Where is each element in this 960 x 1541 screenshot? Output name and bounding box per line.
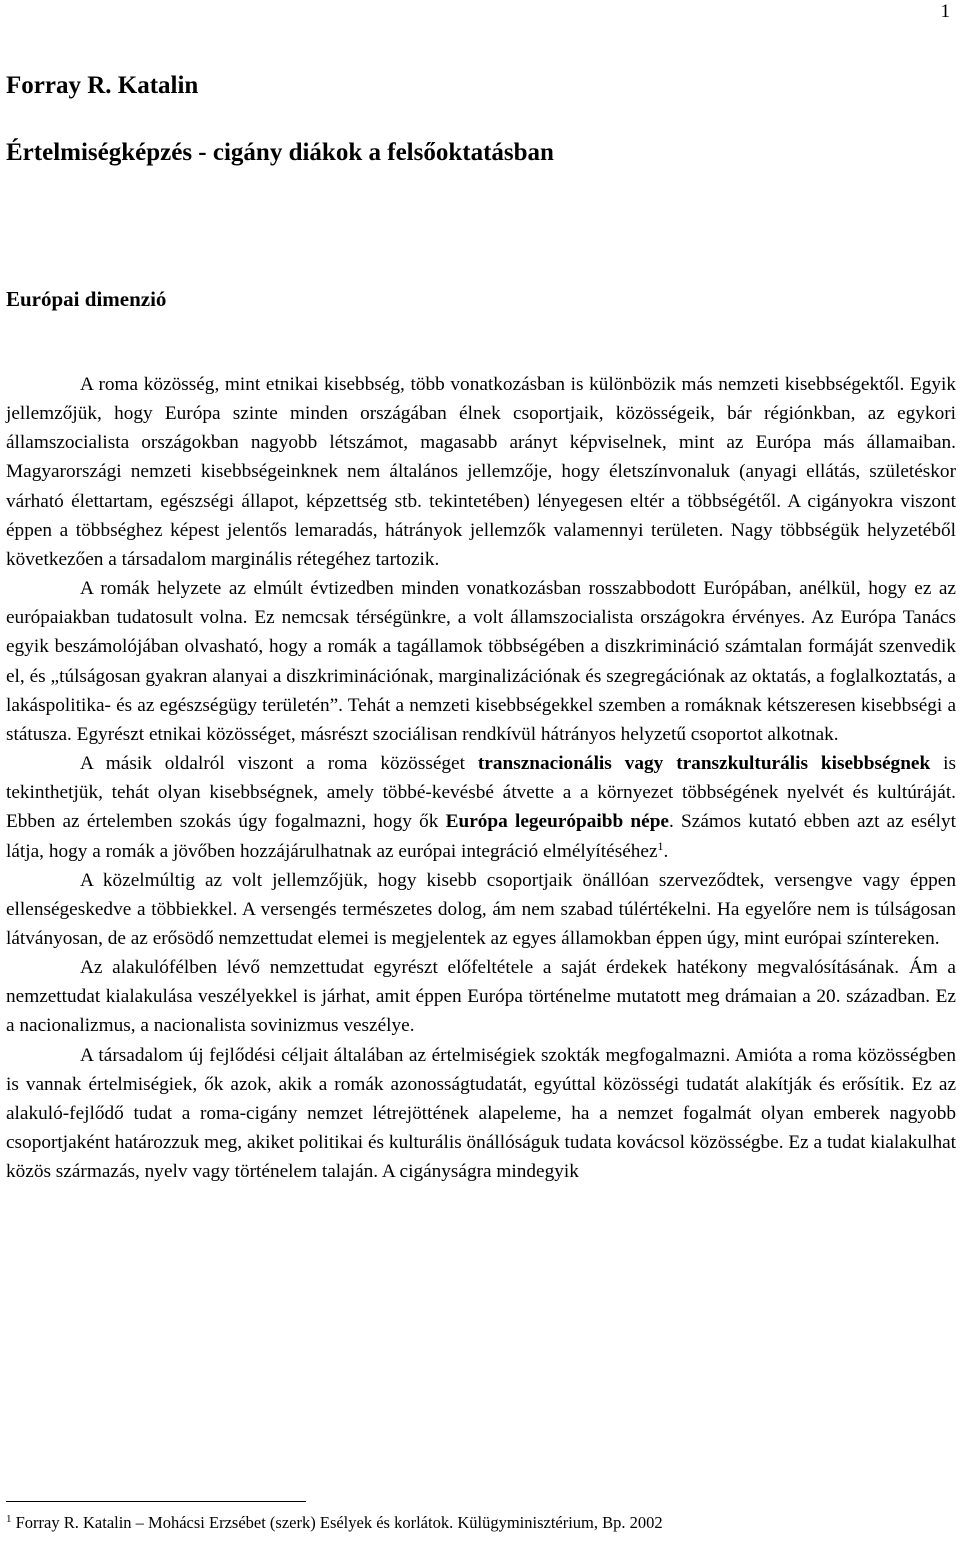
section-heading: Európai dimenzió	[6, 287, 167, 311]
paragraph-text: A társadalom új fejlődési céljait általában az értelmiségiek szokták megfogalmazni. Amióta a roma közösségben is vannak értelmiségiek, ők azok, akik a romák azonosságtudatát, egyúttal közösségi tudatát alakítják és erősítik. Ez az alakuló-fejlődő tudat a roma-cigány nemzet létrejöttének alapeleme, ha a nemzet fogalmát olyan emberek nagyobb csoportjaként határozzuk meg, akiket politikai és kulturális önállóságuk tudata kovácsol közösségbe. Ez a tudat kialakulhat közös származás, nyelv vagy történelem talaján. A cigányságra mindegyik	[6, 1044, 956, 1183]
paragraph-text: A másik oldalról viszont a roma közösséget	[80, 753, 478, 775]
footnote-divider	[6, 1501, 306, 1502]
paragraph-text: Az alakulófélben lévő nemzettudat egyrészt előfeltétele a saját érdekek hatékony megvalósításának. Ám a nemzettudat kialakulása veszélyekkel is járhat, amit éppen Európa történelme mutatott meg drámaian a 20. században. Ez a nacionalizmus, a nacionalista sovinizmus veszélye.	[6, 957, 956, 1037]
paragraph	[6, 370, 956, 574]
paragraph-text: .	[663, 840, 669, 862]
paragraph	[6, 866, 956, 953]
paragraph	[6, 749, 956, 866]
footnote-text: Forray R. Katalin – Mohácsi Erzsébet (szerk) Esélyek és korlátok. Külügyminisztérium, Bp. 2002	[11, 1513, 663, 1532]
footnote-reference: 1	[657, 838, 664, 853]
paragraph	[6, 1041, 956, 1187]
body-text	[6, 370, 956, 1186]
paragraph-text: . Számos kutató ebben azt az esélyt látja, hogy a romák a jövőben hozzájárulhatnak az európai integráció elmélyítéséhez	[6, 811, 956, 862]
emphasis-text: transznacionális vagy transzkulturális kisebbségnek	[477, 753, 931, 775]
page-number: 1	[940, 1, 950, 22]
paragraph-text: A közelmúltig az volt jellemzőjük, hogy kisebb csoportjaik önállóan szerveződtek, versengve vagy éppen ellenségeskedve a többiekkel. A versengés természetes dolog, ám nem szabad túlértékelni. Ha egyelőre nem is túlságosan látványosan, de az erősödő nemzettudat elemei is megjelentek az egyes államokban éppen úgy, mint európai színtereken.	[6, 869, 956, 949]
footnote-marker: 1	[6, 1513, 12, 1525]
paragraph-text: A roma közösség, mint etnikai kisebbség, több vonatkozásban is különbözik más nemzeti kisebbségektől. Egyik jellemzőjük, hogy Európa szinte minden országában élnek csoportjaik, közösségeik, bár régiónkban, az egykori államszocialista országokban nagyobb létszámot, magasabb arányt képviselnek, mint az Európa más államaiban. Magyarországi nemzeti kisebbségeinknek nem általános jellemzője, hogy életszínvonaluk (anyagi ellátás, születéskor várható élettartam, egészségi állapot, képzettség stb. tekintetében) lényegesen eltér a többségétől. A cigányokra viszont éppen a többséghez képest jelentős lemaradás, hátrányok jellemzők valamennyi területen. Nagy többségük helyzetéből következően a társadalom marginális rétegéhez tartozik.	[6, 374, 956, 570]
author-name: Forray R. Katalin	[6, 72, 199, 99]
paragraph-text: is tekinthetjük, tehát olyan kisebbségnek, amely többé-kevésbé átvette a a környezet többségének nyelvét és kultúráját. Ebben az értelemben szokás úgy fogalmazni, hogy ők	[6, 753, 956, 833]
paragraph-text: A romák helyzete az elmúlt évtizedben minden vonatkozásban rosszabbodott Európában, anélkül, hogy ez az európaiakban tudatosult volna. Ez nemcsak térségünkre, a volt államszocialista országokra érvényes. Az Európa Tanács egyik beszámolójában olvasható, hogy a romák a tagállamok többségében a diszkrimináció számtalan formáját szenvedik el, és „túlságosan gyakran alanyai a diszkriminációnak, marginalizációnak és szegregációnak az oktatás, a foglalkoztatás, a lakáspolitika- és az egészségügy területén”. Tehát a nemzeti kisebbségekkel szemben a romáknak kétszeresen kisebbségi a státusza. Egyrészt etnikai közösséget, másrészt szociálisan rendkívül hátrányos helyzetű csoportot alkotnak.	[6, 578, 956, 745]
paragraph	[6, 953, 956, 1040]
document-title: Értelmiségképzés - cigány diákok a felsőoktatásban	[6, 139, 554, 166]
emphasis-text: Európa legeurópaibb népe	[445, 811, 669, 833]
footnote	[6, 1512, 956, 1534]
paragraph	[6, 574, 956, 749]
